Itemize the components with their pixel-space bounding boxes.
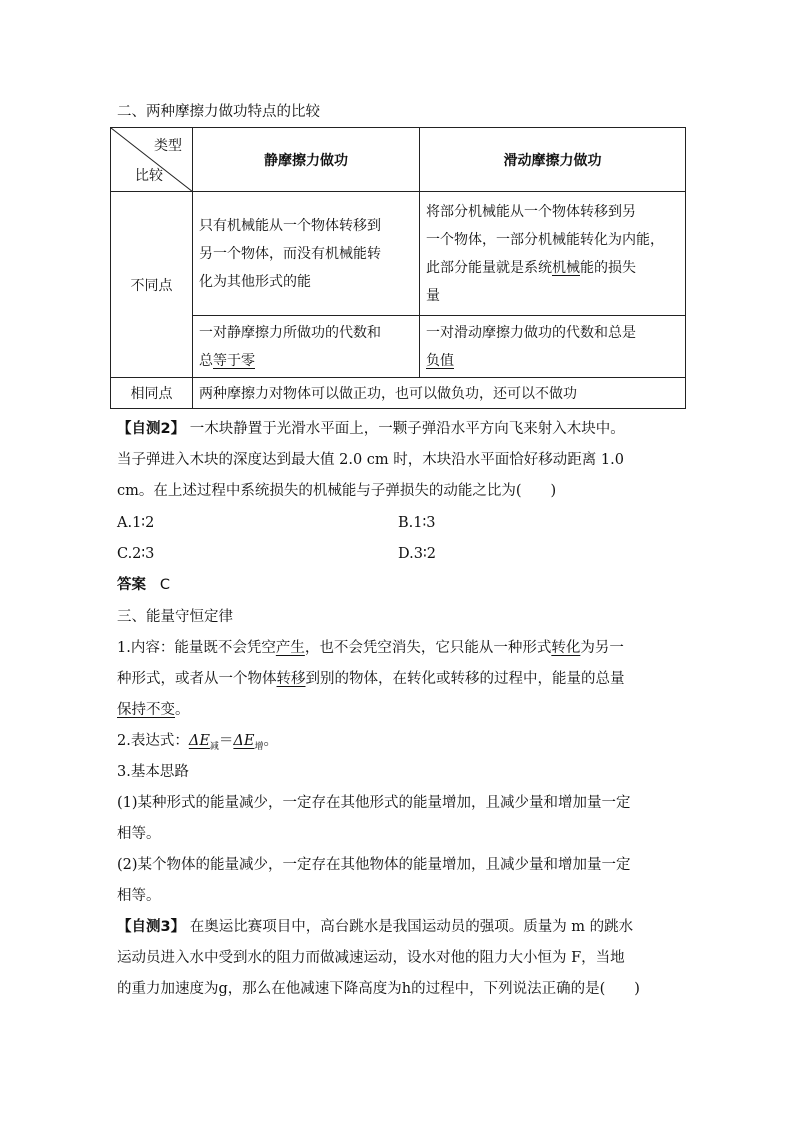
formula-subscript: 减	[209, 742, 219, 752]
test-tag: 【自测2】	[117, 421, 186, 437]
text-run: 。	[263, 733, 278, 749]
formula-term: ΔE	[233, 733, 255, 749]
text-run: 为另一	[580, 640, 624, 656]
diff-sliding-line: 一个物体，一部分机械能转化为内能，	[426, 231, 664, 248]
test2-line-3: cm。在上述过程中系统损失的机械能与子弹损失的动能之比为( )	[117, 483, 557, 499]
diff-sliding-line: 量	[426, 287, 440, 304]
formula-equals: ＝	[218, 733, 234, 749]
test-tag: 【自测3】	[117, 919, 186, 935]
text-run: 种形式，或者从一个物体	[117, 671, 277, 687]
underlined-answer: 保持不变	[117, 702, 175, 718]
test3-line-3: 的重力加速度为g，那么在他减速下降高度为h的过程中，下列说法正确的是( )	[117, 981, 640, 997]
text-run: 此部分能量就是系统	[426, 259, 552, 276]
same-cell: 两种摩擦力对物体可以做正功，也可以做负功，还可以不做功	[193, 378, 686, 409]
content-line-3	[117, 700, 190, 720]
underlined-answer: 转移	[276, 671, 306, 687]
option-d: D.3∶2	[398, 546, 436, 562]
test3-line-2: 运动员进入水中受到水的阻力而做减速运动，设水对他的阻力大小恒为 F，当地	[117, 950, 625, 966]
option-b: B.1∶3	[398, 515, 436, 531]
diff-sliding-cell	[420, 192, 686, 316]
text-run: 2.表达式：	[117, 733, 189, 749]
option-c: C.2∶3	[117, 546, 155, 562]
text-run: 能的损失	[580, 259, 636, 276]
content-line-1	[117, 638, 624, 658]
diff-sliding-line	[426, 254, 679, 282]
underlined-answer: 转化	[551, 640, 581, 656]
diff-static-line: 只有机械能从一个物体转移到	[199, 217, 381, 234]
underlined-answer: 机械	[552, 259, 580, 276]
diff2-sliding-line: 一对滑动摩擦力做功的代数和总是	[426, 324, 636, 341]
test3-line-1	[117, 917, 633, 937]
text-run: 1.内容：能量既不会凭空	[117, 640, 276, 656]
test2-line-1	[117, 419, 625, 439]
thinking-heading: 3.基本思路	[117, 764, 189, 780]
diff-static-line: 另一个物体，而没有机械能转	[199, 245, 381, 262]
section-heading: 三、能量守恒定律	[117, 609, 233, 625]
formula-subscript: 增	[254, 742, 264, 752]
thinking-point-1: (1)某种形式的能量减少，一定存在其他形式的能量增加，且减少量和增加量一定	[117, 795, 631, 811]
diff-sliding-line: 将部分机械能从一个物体转移到另	[426, 203, 636, 220]
expression-line	[117, 731, 278, 753]
formula-term: ΔE	[188, 733, 210, 749]
thinking-point-2: (2)某个物体的能量减少，一定存在其他物体的能量增加，且减少量和增加量一定	[117, 857, 631, 873]
diff2-sliding-line	[426, 347, 679, 375]
diff-static-cell	[193, 192, 420, 316]
option-a: A.1∶2	[117, 515, 155, 531]
column-header-sliding: 滑动摩擦力做功	[420, 128, 686, 192]
column-header-static: 静摩擦力做功	[193, 128, 420, 192]
text-run: 在奥运比赛项目中，高台跳水是我国运动员的强项。质量为 m 的跳水	[189, 919, 634, 935]
answer-label: 答案	[117, 577, 146, 593]
answer-value: C	[159, 577, 170, 593]
thinking-point-2-cont: 相等。	[117, 888, 161, 904]
table-corner-cell	[111, 128, 193, 192]
diff2-static-cell	[193, 316, 420, 378]
test2-line-2: 当子弹进入木块的深度达到最大值 2.0 cm 时，木块沿水平面恰好移动距离 1.0	[117, 452, 624, 468]
text-run: 一木块静置于光滑水平面上，一颗子弹沿水平方向飞来射入木块中。	[189, 421, 625, 437]
underlined-answer: 等于零	[213, 352, 255, 369]
corner-type-label: 类型	[154, 138, 182, 154]
text-run: ，也不会凭空消失，它只能从一种形式	[304, 640, 552, 656]
row-header-different: 不同点	[111, 192, 193, 378]
diff2-static-line: 一对静摩擦力所做功的代数和	[199, 324, 381, 341]
underlined-answer: 产生	[275, 640, 305, 656]
section-heading: 二、两种摩擦力做功特点的比较	[117, 104, 320, 120]
row-header-same: 相同点	[111, 378, 193, 409]
answer-line	[117, 575, 170, 595]
underlined-answer: 负值	[426, 352, 454, 369]
diff2-sliding-cell	[420, 316, 686, 378]
text-run: 。	[175, 702, 190, 718]
content-line-2	[117, 669, 625, 689]
thinking-point-1-cont: 相等。	[117, 826, 161, 842]
diff2-static-line	[199, 347, 413, 375]
comparison-table	[110, 127, 686, 409]
corner-compare-label: 比较	[135, 168, 163, 184]
text-run: 总	[199, 352, 213, 369]
text-run: 到别的物体，在转化或转移的过程中，能量的总量	[305, 671, 625, 687]
diff-static-line: 化为其他形式的能	[199, 273, 311, 290]
